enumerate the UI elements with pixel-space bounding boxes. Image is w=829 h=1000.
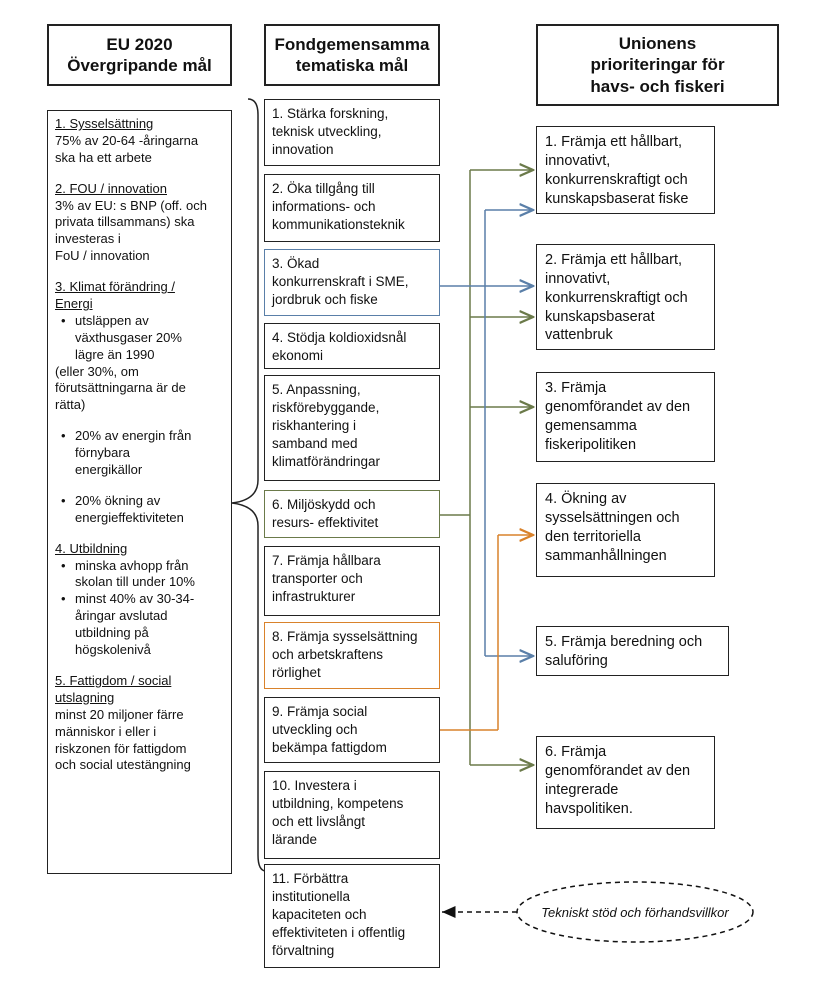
goal-climate-title: Energi xyxy=(55,296,93,312)
green-connectors xyxy=(440,170,533,765)
thematic-goal-6 xyxy=(264,490,440,538)
thematic-line: infrastrukturer xyxy=(272,588,356,604)
brace-connector xyxy=(232,99,266,871)
priority-line: sammanhållningen xyxy=(545,547,667,564)
thematic-line: 8. Främja sysselsättning xyxy=(272,629,418,644)
thematic-line: innovation xyxy=(272,141,334,157)
thematic-goal-11 xyxy=(264,864,440,968)
bullet-line: växthusgaser 20% xyxy=(75,329,182,345)
bullet-line: • utsläppen av xyxy=(75,312,149,328)
header-priorities-line1: Unionens xyxy=(618,34,697,54)
priority-2 xyxy=(536,244,715,350)
thematic-line: samband med xyxy=(272,435,358,451)
priority-line: 1. Främja ett hållbart, xyxy=(545,134,682,150)
priority-5 xyxy=(536,626,729,676)
goal-climate-note: förutsättningarna är de xyxy=(55,380,186,396)
technical-support-text: Tekniskt stöd och förhandsvillkor xyxy=(541,904,729,920)
priority-line: saluföring xyxy=(545,652,608,669)
goal-climate-bullet xyxy=(75,313,224,364)
header-priorities-line3: havs- och fiskeri xyxy=(590,76,725,96)
priority-line: 4. Ökning av xyxy=(545,491,627,507)
header-eu2020-line1: EU 2020 xyxy=(106,34,173,54)
goal-employment-title: 1. Sysselsättning xyxy=(55,116,154,131)
goal-education-bullet xyxy=(75,591,224,659)
goal-poverty-text: människor i eller i xyxy=(55,723,157,739)
priority-line: integrerade xyxy=(545,781,619,798)
goal-rnd-title: 2. FOU / innovation xyxy=(55,180,167,196)
goal-education-bullet xyxy=(75,558,224,592)
header-thematic-line1: Fondgemensamma xyxy=(274,34,430,54)
thematic-goal-3 xyxy=(264,249,440,316)
thematic-line: transporter och xyxy=(272,570,363,586)
priority-line: 2. Främja ett hållbart, xyxy=(545,252,682,268)
eu2020-goals-box xyxy=(47,110,232,874)
thematic-line: lärande xyxy=(272,831,318,847)
thematic-line: 1. Stärka forskning, xyxy=(272,106,389,121)
technical-support-label xyxy=(517,882,753,942)
goal-employment-text: ska ha ett arbete xyxy=(55,149,152,165)
priority-line: konkurrenskraftigt och xyxy=(545,171,688,188)
thematic-line: 3. Ökad xyxy=(272,256,320,271)
thematic-line: konkurrenskraft i SME, xyxy=(272,273,409,289)
thematic-goal-4 xyxy=(264,323,440,369)
priority-line: innovativt, xyxy=(545,270,611,287)
thematic-line: 9. Främja social xyxy=(272,704,368,719)
header-union-priorities xyxy=(536,24,779,106)
goal-poverty-title: 5. Fattigdom / social xyxy=(55,672,172,688)
goal-climate-bullet xyxy=(75,428,224,479)
goal-rnd-text: privata tillsammans) ska xyxy=(55,214,195,230)
priority-3 xyxy=(536,372,715,462)
goal-rnd-text: FoU / innovation xyxy=(55,248,150,264)
priority-6 xyxy=(536,736,715,829)
thematic-line: teknisk utveckling, xyxy=(272,123,382,139)
priority-line: sysselsättningen och xyxy=(545,509,680,526)
priority-line: fiskeripolitiken xyxy=(545,436,637,453)
header-priorities-line2: prioriteringar för xyxy=(590,55,725,75)
header-thematic-goals xyxy=(264,24,440,86)
goal-climate-note: (eller 30%, om xyxy=(55,363,139,379)
thematic-goal-1 xyxy=(264,99,440,166)
thematic-line: och ett livslångt xyxy=(272,813,366,829)
thematic-goal-7 xyxy=(264,546,440,616)
priority-line: gemensamma xyxy=(545,417,637,434)
goal-education-title: 4. Utbildning xyxy=(55,540,128,556)
thematic-line: bekämpa fattigdom xyxy=(272,739,387,755)
thematic-line: 5. Anpassning, xyxy=(272,382,361,397)
bullet-line: skolan till under 10% xyxy=(75,574,195,590)
priority-line: 5. Främja beredning och xyxy=(545,634,703,650)
priority-line: 3. Främja xyxy=(545,380,607,396)
priority-line: innovativt, xyxy=(545,152,611,169)
thematic-goal-8 xyxy=(264,622,440,689)
priority-1 xyxy=(536,126,715,214)
priority-line: kunskapsbaserat fiske xyxy=(545,190,689,207)
goal-poverty-text: och social utestängning xyxy=(55,757,191,773)
thematic-line: riskhantering i xyxy=(272,417,357,433)
thematic-line: klimatförändringar xyxy=(272,453,381,469)
bullet-line: • minst 40% av 30-34- xyxy=(75,591,195,607)
thematic-line: 7. Främja hållbara xyxy=(272,553,381,568)
thematic-goal-5 xyxy=(264,375,440,481)
priority-line: genomförandet av den xyxy=(545,398,691,415)
thematic-line: 2. Öka tillgång till xyxy=(272,181,375,196)
thematic-line: utveckling och xyxy=(272,721,358,737)
header-eu2020-line2: Övergripande mål xyxy=(67,56,212,75)
orange-connectors xyxy=(440,535,533,730)
thematic-line: 10. Investera i xyxy=(272,778,357,793)
header-thematic-line2: tematiska mål xyxy=(295,56,409,75)
thematic-line: förvaltning xyxy=(272,942,335,958)
bullet-line: förnybara xyxy=(75,445,130,461)
priority-4 xyxy=(536,483,715,577)
goal-rnd-text: investeras i xyxy=(55,231,121,247)
bullet-line: • 20% ökning av xyxy=(75,492,161,508)
priority-line: havspolitiken. xyxy=(545,800,633,817)
thematic-line: effektiviteten i offentlig xyxy=(272,924,406,940)
thematic-line: kommunikationsteknik xyxy=(272,216,405,232)
priority-line: den territoriella xyxy=(545,528,641,545)
thematic-line: institutionella xyxy=(272,888,351,904)
thematic-line: kapaciteten och xyxy=(272,906,367,922)
priority-line: 6. Främja xyxy=(545,744,607,760)
bullet-line: energikällor xyxy=(75,462,143,478)
blue-connectors xyxy=(440,210,533,656)
thematic-line: 11. Förbättra xyxy=(272,871,349,886)
thematic-goal-9 xyxy=(264,697,440,763)
priority-line: kunskapsbaserat xyxy=(545,308,655,325)
bullet-line: högskolenivå xyxy=(75,642,151,658)
header-eu2020 xyxy=(47,24,232,86)
goal-climate-title: 3. Klimat förändring / xyxy=(55,279,175,295)
thematic-line: resurs- effektivitet xyxy=(272,514,379,530)
thematic-line: ekonomi xyxy=(272,347,324,363)
thematic-line: 6. Miljöskydd och xyxy=(272,497,376,512)
thematic-line: 4. Stödja koldioxidsnål xyxy=(272,330,407,345)
goal-poverty-text: minst 20 miljoner färre xyxy=(55,706,184,722)
bullet-line: • 20% av energin från xyxy=(75,428,192,444)
bullet-line: utbildning på xyxy=(75,625,149,641)
goal-poverty-text: riskzonen för fattigdom xyxy=(55,740,187,756)
thematic-line: riskförebyggande, xyxy=(272,399,380,415)
goal-employment-text: 75% av 20-64 -åringarna xyxy=(55,132,199,148)
thematic-goal-10 xyxy=(264,771,440,859)
bullet-line: åringar avslutad xyxy=(75,608,168,624)
thematic-line: informations- och xyxy=(272,198,376,214)
bullet-line: • minska avhopp från xyxy=(75,557,189,573)
bullet-line: energieffektiviteten xyxy=(75,509,184,525)
thematic-line: och arbetskraftens xyxy=(272,646,384,662)
bullet-line: lägre än 1990 xyxy=(75,346,155,362)
priority-line: vattenbruk xyxy=(545,327,613,344)
priority-line: genomförandet av den xyxy=(545,762,691,779)
thematic-goal-2 xyxy=(264,174,440,242)
thematic-line: utbildning, kompetens xyxy=(272,795,404,811)
thematic-line: rörlighet xyxy=(272,664,321,680)
priority-line: konkurrenskraftigt och xyxy=(545,289,688,306)
thematic-line: jordbruk och fiske xyxy=(272,291,378,307)
goal-poverty-title: utslagning xyxy=(55,689,115,705)
goal-rnd-text: 3% av EU: s BNP (off. och xyxy=(55,197,207,213)
goal-climate-note: rätta) xyxy=(55,397,86,413)
goal-climate-bullet xyxy=(75,493,224,527)
